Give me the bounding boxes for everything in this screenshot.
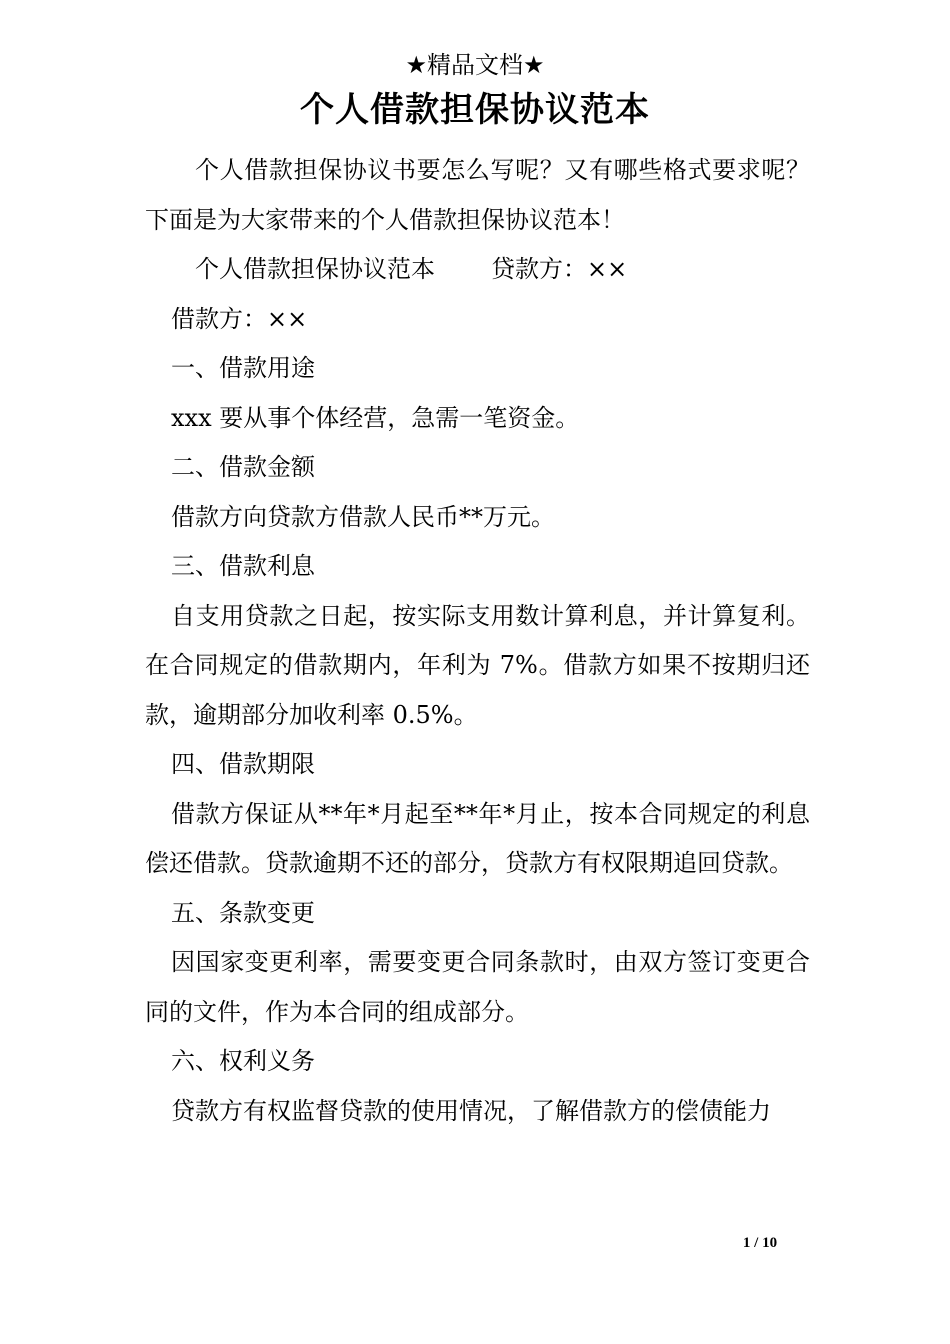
parties-line	[145, 245, 810, 295]
section-body: 借款方保证从**年*月起至**年*月止，按本合同规定的利息偿还借款。贷款逾期不还的部分，贷款方有权限期追回贷款。	[145, 799, 810, 877]
section-body: 借款方向贷款方借款人民币**万元。	[171, 502, 555, 531]
section-heading: 一、借款用途	[171, 354, 315, 382]
section-heading: 三、借款利息	[171, 552, 315, 580]
borrower-line: 借款方：××	[171, 304, 308, 333]
document-body	[145, 146, 810, 1136]
intro-paragraph: 个人借款担保协议书要怎么写呢？又有哪些格式要求呢？下面是为大家带来的个人借款担保协议范本！	[145, 156, 810, 234]
section-heading: 二、借款金额	[171, 453, 315, 481]
section-body: 因国家变更利率，需要变更合同条款时，由双方签订变更合同的文件，作为本合同的组成部分。	[145, 948, 810, 1026]
section-body: xxx 要从事个体经营，急需一笔资金。	[171, 403, 580, 432]
section-body: 贷款方有权监督贷款的使用情况，了解借款方的偿债能力	[171, 1096, 771, 1125]
subtitle: 个人借款担保协议范本	[195, 255, 435, 283]
section-heading: 四、借款期限	[171, 750, 315, 778]
header-mark: ★精品文档★	[405, 51, 545, 79]
document-title: 个人借款担保协议范本	[300, 90, 650, 130]
page-number: 1 / 10	[742, 1235, 778, 1251]
section-heading: 六、权利义务	[171, 1047, 315, 1075]
section-body: 自支用贷款之日起，按实际支用数计算利息，并计算复利。在合同规定的借款期内，年利为 7%。借款方如果不按期归还款，逾期部分加收利率 0.5%。	[145, 601, 810, 729]
section-heading: 五、条款变更	[171, 898, 315, 927]
lender-line: 贷款方：××	[491, 255, 628, 283]
